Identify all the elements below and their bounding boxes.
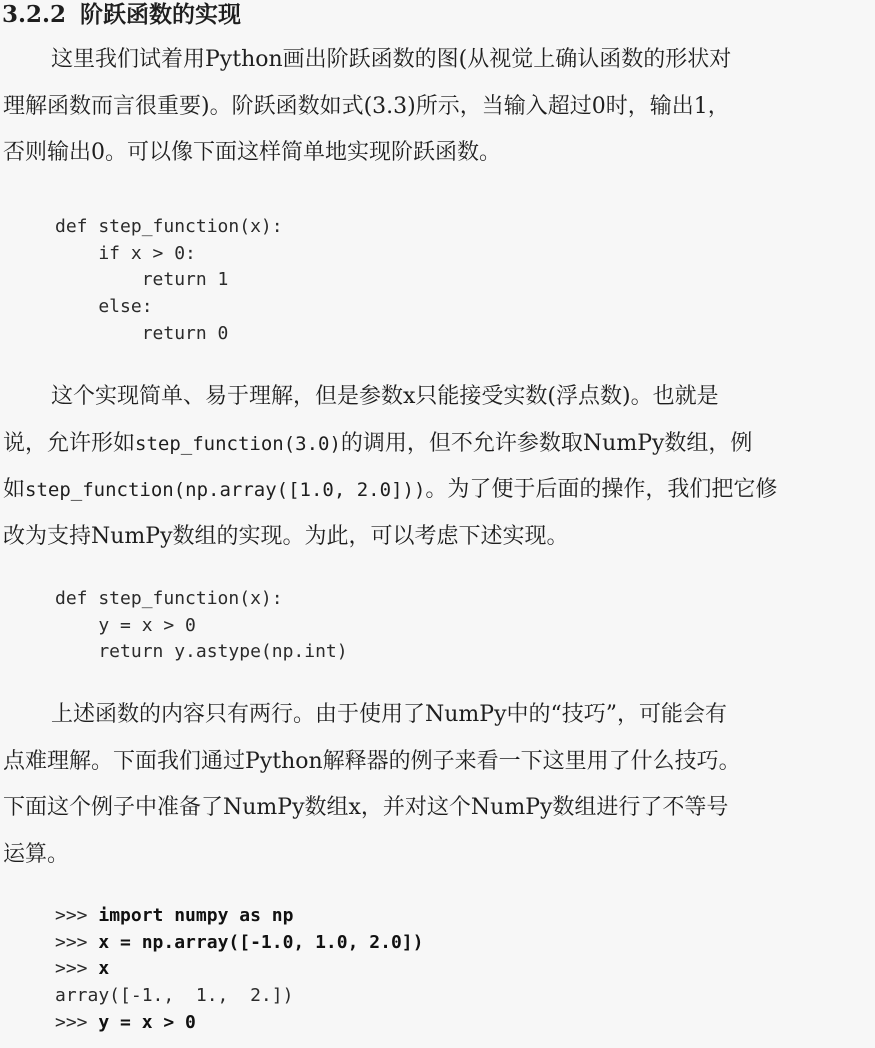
code-block-step-function bbox=[55, 214, 283, 348]
code-line: return y.astype(np.int) bbox=[55, 641, 348, 663]
paragraph-line bbox=[3, 421, 873, 468]
paragraph-line: 改为支持NumPy数组的实现。为此，可以考虑下述实现。 bbox=[3, 523, 569, 549]
text-run: 的调用，但不允许参数取NumPy数组，例 bbox=[340, 430, 753, 456]
code-line: if x > 0: bbox=[55, 242, 196, 264]
paragraph-line: 这里我们试着用Python画出阶跃函数的图(从视觉上确认函数的形状对 bbox=[51, 47, 732, 72]
text-run: 说，允许形如 bbox=[3, 430, 136, 456]
code-block-interpreter bbox=[55, 903, 423, 1037]
paragraph-line: 否则输出0。可以像下面这样简单地实现阶跃函数。 bbox=[3, 140, 501, 165]
section-heading bbox=[2, 0, 241, 30]
paragraph-limitation bbox=[3, 374, 873, 560]
code-line bbox=[55, 903, 423, 930]
section-number: 3.2.2 bbox=[2, 1, 67, 28]
code-line: def step_function(x): bbox=[55, 588, 283, 609]
text-run: 如 bbox=[3, 477, 26, 502]
paragraph-line: 运算。 bbox=[3, 841, 70, 867]
code-line: return 1 bbox=[55, 269, 229, 291]
code-line bbox=[55, 1010, 423, 1037]
paragraph-line: 下面这个例子中准备了NumPy数组x，并对这个NumPy数组进行了不等号 bbox=[3, 795, 729, 820]
code-line bbox=[55, 956, 423, 983]
paragraph-line: 理解函数而言很重要)。阶跃函数如式(3.3)所示，当输入超过0时，输出1， bbox=[3, 93, 730, 119]
paragraph-line: 点难理解。下面我们通过Python解释器的例子来看一下这里用了什么技巧。 bbox=[3, 748, 741, 774]
section-title: 阶跃函数的实现 bbox=[80, 2, 242, 28]
paragraph-trick bbox=[3, 692, 873, 878]
input-text: import numpy as np bbox=[98, 905, 294, 926]
input-text: x = np.array([-1.0, 1.0, 2.0]) bbox=[98, 931, 424, 953]
code-line: else: bbox=[55, 296, 153, 318]
paragraph-line: 这个实现简单、易于理解，但是参数x只能接受实数(浮点数)。也就是 bbox=[51, 384, 719, 409]
code-line: return 0 bbox=[55, 322, 229, 344]
paragraph-line: 上述函数的内容只有两行。由于使用了NumPy中的“技巧”，可能会有 bbox=[51, 702, 728, 727]
code-block-numpy-step-function bbox=[55, 586, 348, 666]
text-run: 。为了便于后面的操作，我们把它修 bbox=[425, 477, 778, 502]
prompt: >>> bbox=[55, 931, 99, 953]
prompt: >>> bbox=[55, 905, 99, 926]
paragraph-line bbox=[3, 467, 873, 514]
prompt: >>> bbox=[55, 1011, 99, 1033]
inline-code: step_function(3.0) bbox=[135, 432, 341, 455]
output-line: array([-1., 1., 2.]) bbox=[55, 985, 294, 1007]
inline-code: step_function(np.array([1.0, 2.0])) bbox=[25, 479, 426, 501]
code-line: y = x > 0 bbox=[55, 614, 196, 636]
code-line: def step_function(x): bbox=[55, 216, 283, 237]
code-line bbox=[55, 930, 423, 957]
input-text: y = x > 0 bbox=[98, 1011, 196, 1033]
paragraph-intro bbox=[3, 37, 873, 177]
input-text: x bbox=[98, 958, 110, 980]
prompt: >>> bbox=[55, 958, 99, 980]
